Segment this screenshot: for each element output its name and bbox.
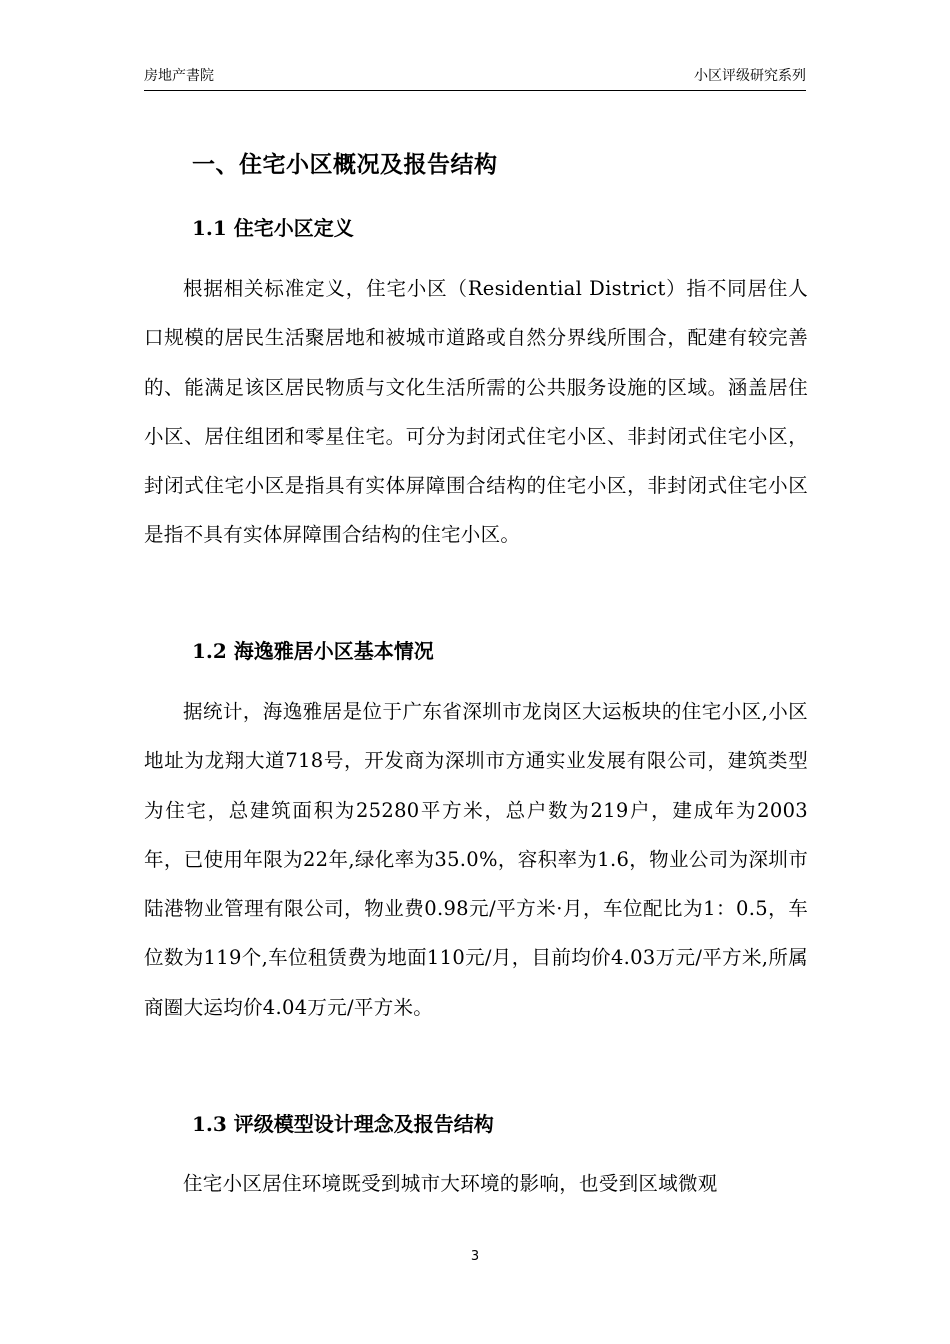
section-title: 一、住宅小区概况及报告结构: [192, 151, 498, 178]
page-number: 3: [470, 1249, 480, 1264]
header-right-text: 小区评级研究系列: [694, 68, 806, 84]
paragraph-1-2: 据统计，海逸雅居是位于广东省深圳市龙岗区大运板块的住宅小区,小区地址为龙翔大道718号，开发商为深圳市方通实业发展有限公司，建筑类型为住宅，总建筑面积为25280平方米，总户数为219户，建成年为2003年，已使用年限为22年,绿化率为35.0%，容积率为1.6，物业公司为深圳市陆港物业管理有限公司，物业费0.98元/平方米·月，车位配比为1：0.5，车位数为119个,车位租赁费为地面110元/月，目前均价4.03万元/平方米,所属商圈大运均价4.04万元/平方米。: [144, 700, 808, 1019]
heading-1-3: 1.3 评级模型设计理念及报告结构: [192, 1112, 494, 1136]
paragraph-1-1: 根据相关标准定义，住宅小区（Residential District）指不同居住人口规模的居民生活聚居地和被城市道路或自然分界线所围合，配建有较完善的、能满足该区居民物质与文化生活所需的公共服务设施的区域。涵盖居住小区、居住组团和零星住宅。可分为封闭式住宅小区、非封闭式住宅小区，封闭式住宅小区是指具有实体屏障围合结构的住宅小区，非封闭式住宅小区是指不具有实体屏障围合结构的住宅小区。: [144, 277, 808, 547]
page-header: [144, 66, 806, 91]
heading-1-2: 1.2 海逸雅居小区基本情况: [192, 639, 434, 663]
paragraph-1-3: 住宅小区居住环境既受到城市大环境的影响，也受到区域微观: [183, 1172, 718, 1195]
header-left-text: 房地产書院: [144, 68, 214, 84]
heading-1-1: 1.1 住宅小区定义: [192, 216, 354, 240]
